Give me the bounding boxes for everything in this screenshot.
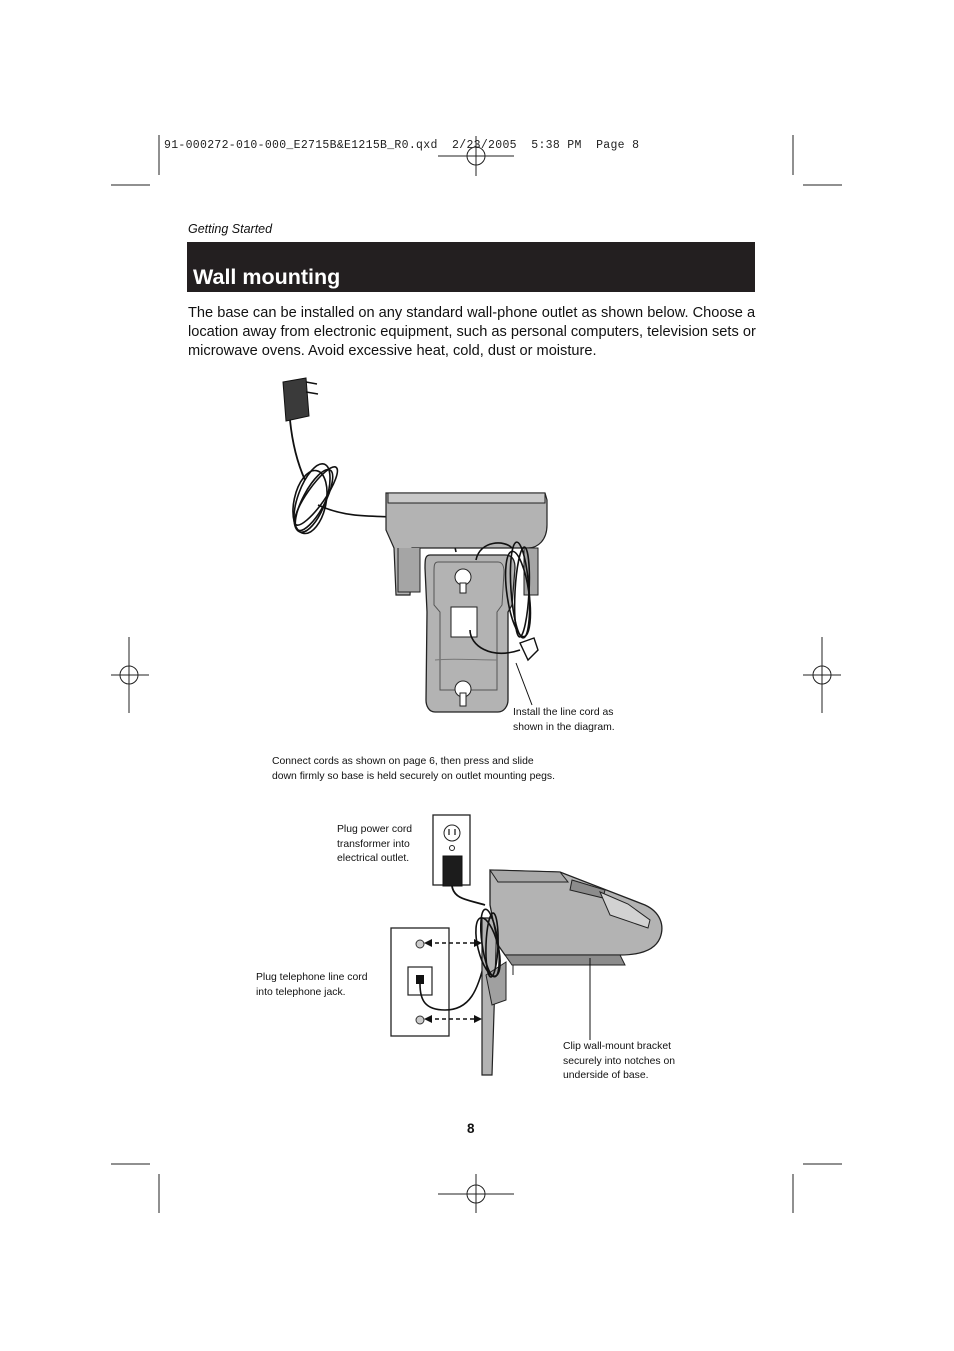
section-label: Getting Started bbox=[188, 222, 273, 236]
figure-1-wall-bracket-illustration bbox=[283, 378, 547, 712]
bracket-callout-line-1: Clip wall-mount bracket bbox=[563, 1041, 671, 1052]
title-bar bbox=[187, 242, 755, 292]
power-adapter-icon bbox=[283, 378, 318, 480]
bracket-callout-line-3: underside of base. bbox=[563, 1070, 649, 1082]
telephone-jack-callout-line-1: Plug telephone line cord bbox=[256, 972, 368, 983]
line-cord-callout bbox=[513, 706, 615, 735]
registration-target-top bbox=[438, 136, 514, 176]
power-outlet-callout-line-3: electrical outlet. bbox=[337, 853, 410, 865]
electrical-outlet-icon bbox=[433, 815, 470, 886]
figure-1-caption-line-1: Connect cords as shown on page 6, then press and slide bbox=[272, 756, 534, 767]
bracket-callout bbox=[563, 1040, 675, 1084]
page-title: Wall mounting bbox=[193, 265, 341, 289]
telephone-jack-icon bbox=[391, 928, 485, 1036]
telephone-jack-callout-line-2: into telephone jack. bbox=[256, 986, 346, 998]
bracket-callout-line-2: securely into notches on bbox=[563, 1055, 676, 1067]
intro-paragraph: The base can be installed on any standard wall-phone outlet as shown below. Choose a location away from electronic equipment, such as personal computers, television sets or microwave ovens. Avoid excessive heat, cold, dust or moisture. bbox=[188, 305, 756, 360]
line-cord-callout-line-1: Install the line cord as bbox=[513, 707, 614, 718]
figure-1-caption bbox=[272, 755, 555, 784]
power-outlet-callout bbox=[337, 823, 412, 867]
figure-1-caption-line-2: down firmly so base is held securely on outlet mounting pegs. bbox=[272, 770, 556, 782]
registration-target-right bbox=[803, 637, 841, 713]
figure-2-mounted-illustration bbox=[391, 815, 662, 1075]
power-outlet-callout-line-2: transformer into bbox=[337, 838, 410, 850]
print-slug: 91-000272-010-000_E2715B&E1215B_R0.qxd 2/23/2005 5:38 PM Page 8 bbox=[164, 139, 640, 152]
telephone-jack-callout bbox=[256, 971, 368, 1000]
registration-target-left bbox=[111, 637, 149, 713]
page-number: 8 bbox=[467, 1121, 475, 1136]
line-cord-callout-line-2: shown in the diagram. bbox=[513, 721, 615, 733]
power-outlet-callout-line-1: Plug power cord bbox=[337, 824, 413, 835]
registration-target-bottom bbox=[438, 1174, 514, 1213]
